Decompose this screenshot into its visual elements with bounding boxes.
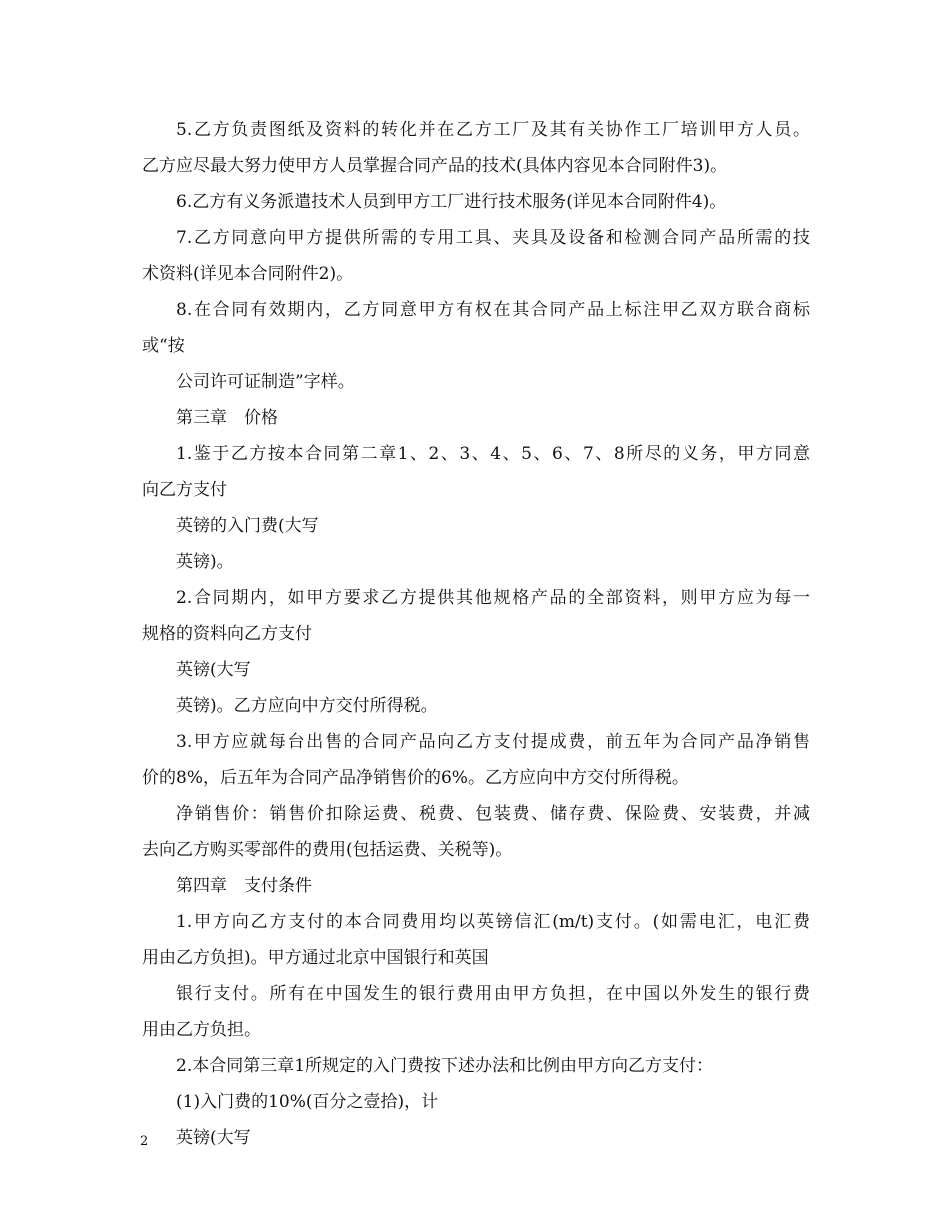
paragraph-line: 去向乙方购买零部件的费用(包括运费、关税等)。 bbox=[142, 840, 513, 860]
paragraph-line: 英镑(大写 bbox=[176, 1128, 251, 1148]
paragraph-line: 8.在合同有效期内，乙方同意甲方有权在其合同产品上标注甲乙双方联合商标 bbox=[176, 300, 810, 320]
paragraph-line: 价的8%，后五年为合同产品净销售价的6%。乙方应向中方交付所得税。 bbox=[142, 768, 689, 788]
paragraph-line: 5.乙方负责图纸及资料的转化并在乙方工厂及其有关协作工厂培训甲方人员。 bbox=[176, 120, 810, 140]
chapter-heading: 第四章 支付条件 bbox=[176, 876, 312, 896]
paragraph-line: 1.鉴于乙方按本合同第二章1、2、3、4、5、6、7、8所尽的义务，甲方同意 bbox=[176, 444, 810, 464]
chapter-heading: 第三章 价格 bbox=[176, 408, 278, 428]
paragraph-line: 净销售价：销售价扣除运费、税费、包装费、储存费、保险费、安装费，并减 bbox=[176, 804, 810, 824]
paragraph-line: 规格的资料向乙方支付 bbox=[142, 624, 312, 644]
paragraph-line: 用由乙方负担)。甲方通过北京中国银行和英国 bbox=[142, 948, 489, 968]
paragraph-line: 向乙方支付 bbox=[142, 480, 227, 500]
paragraph-line: 银行支付。所有在中国发生的银行费用由甲方负担，在中国以外发生的银行费 bbox=[176, 984, 810, 1004]
paragraph-line: 英镑)。乙方应向中方交付所得税。 bbox=[176, 696, 438, 716]
paragraph-line: (1)入门费的10%(百分之壹拾)，计 bbox=[176, 1092, 439, 1112]
paragraph-line: 用由乙方负担。 bbox=[142, 1020, 261, 1040]
paragraph-line: 或“按 bbox=[142, 336, 185, 356]
paragraph-line: 2.本合同第三章1所规定的入门费按下述办法和比例由甲方向乙方支付： bbox=[176, 1056, 714, 1076]
paragraph-line: 术资料(详见本合同附件2)。 bbox=[142, 264, 354, 284]
page-number: 2 bbox=[140, 1134, 149, 1149]
paragraph-line: 7.乙方同意向甲方提供所需的专用工具、夹具及设备和检测合同产品所需的技 bbox=[176, 228, 810, 248]
paragraph-line: 6.乙方有义务派遣技术人员到甲方工厂进行技术服务(详见本合同附件4)。 bbox=[176, 192, 727, 212]
paragraph-line: 英镑(大写 bbox=[176, 660, 251, 680]
paragraph-line: 英镑)。 bbox=[176, 552, 234, 572]
paragraph-line: 3.甲方应就每台出售的合同产品向乙方支付提成费，前五年为合同产品净销售 bbox=[176, 732, 810, 752]
paragraph-line: 乙方应尽最大努力使甲方人员掌握合同产品的技术(具体内容见本合同附件3)。 bbox=[142, 156, 728, 176]
paragraph-line: 公司许可证制造”字样。 bbox=[176, 372, 355, 392]
paragraph-line: 1.甲方向乙方支付的本合同费用均以英镑信汇(m/t)支付。(如需电汇，电汇费 bbox=[176, 912, 810, 932]
paragraph-line: 2.合同期内，如甲方要求乙方提供其他规格产品的全部资料，则甲方应为每一 bbox=[176, 588, 810, 608]
paragraph-line: 英镑的入门费(大写 bbox=[176, 516, 319, 536]
